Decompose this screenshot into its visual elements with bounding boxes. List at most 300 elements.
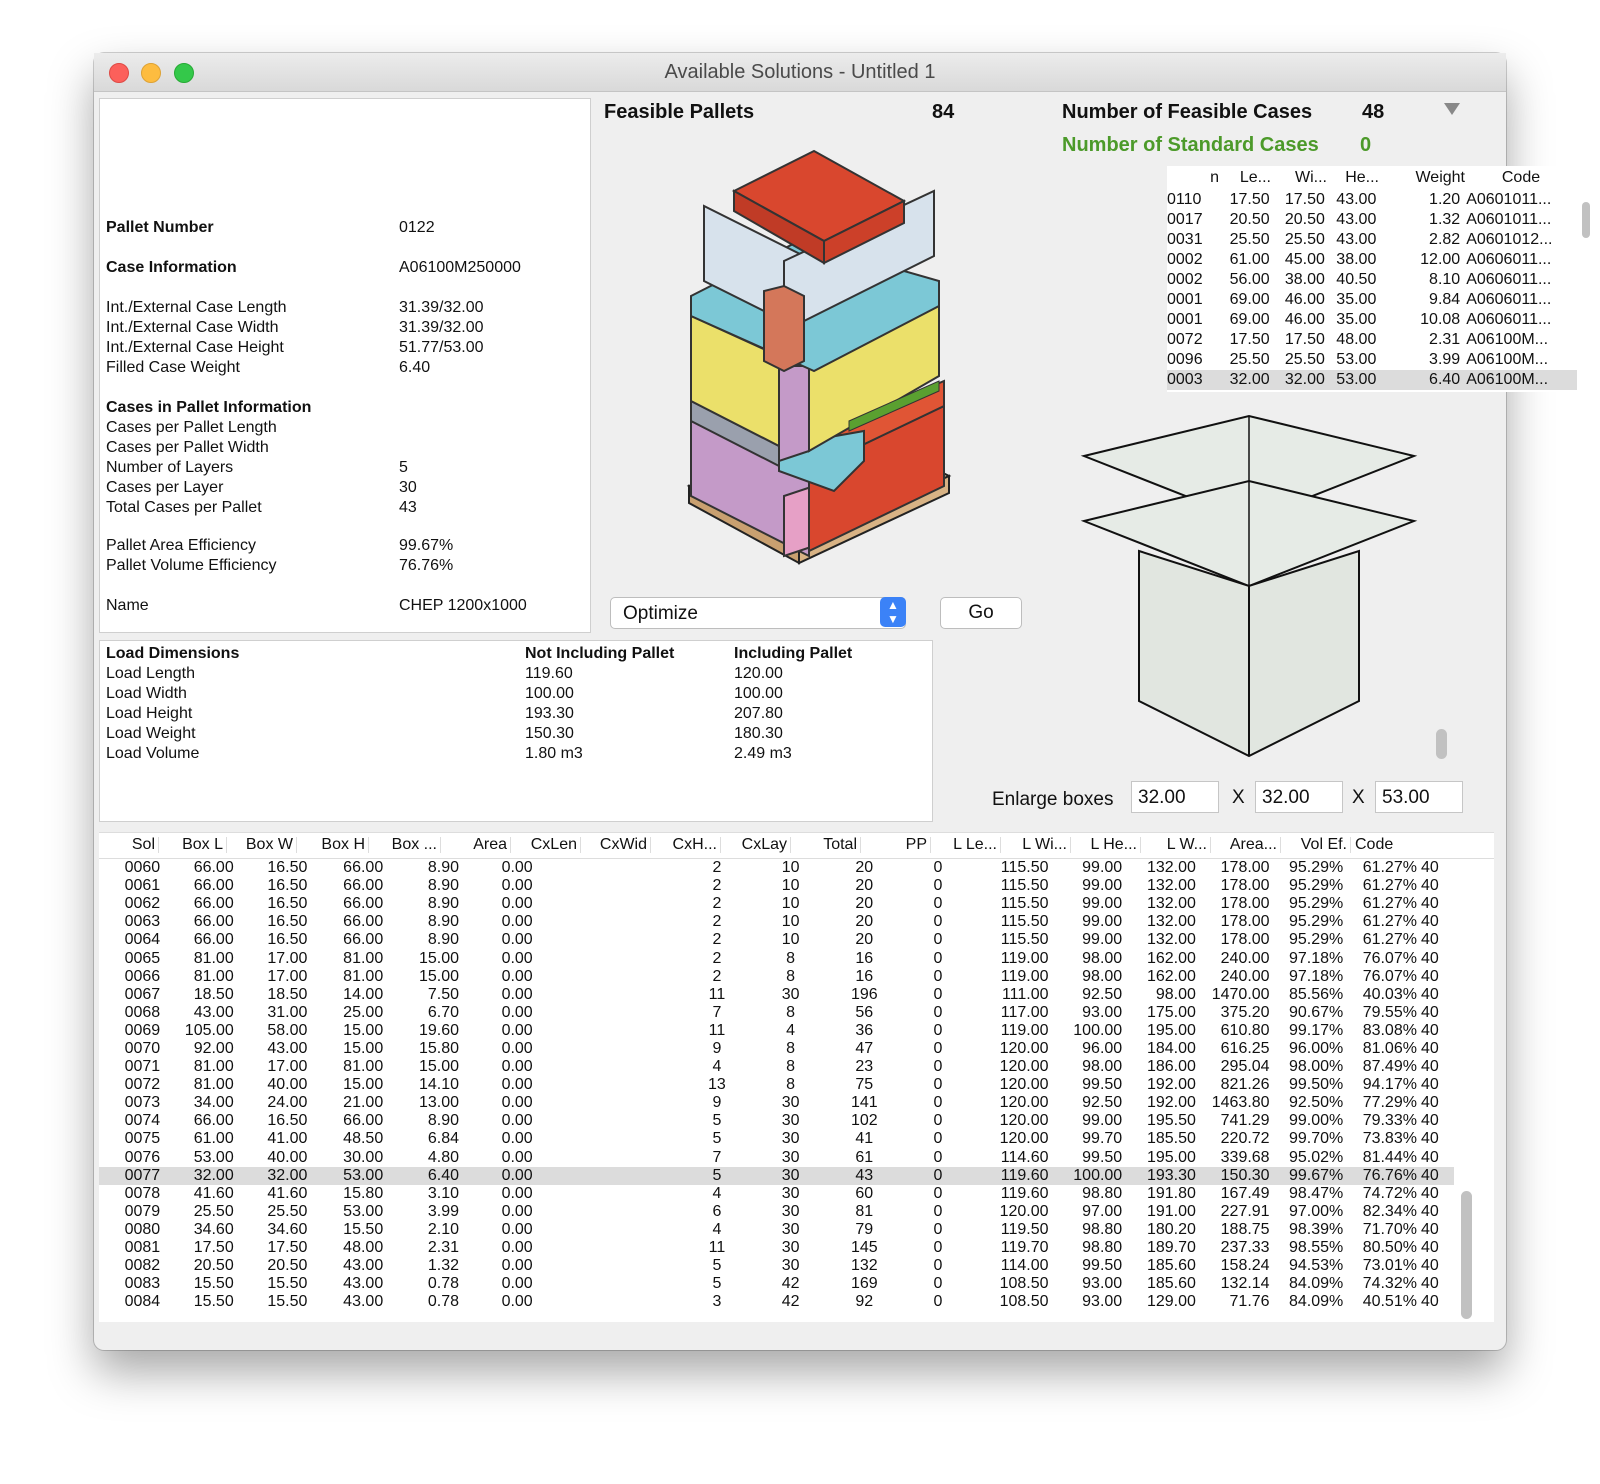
solutions-column-header[interactable]: Box H [321,836,365,853]
cases-table-cell: 0096 [1167,351,1203,368]
solutions-table-cell: 132 [850,1257,878,1275]
solutions-table-row[interactable] [99,913,1454,931]
solutions-table-cell: 66.00 [193,1112,234,1130]
solutions-table-cell: 40 [1420,1166,1439,1184]
solutions-column-header[interactable]: Total [823,836,857,853]
solutions-table-cell: 66.00 [193,859,234,877]
cases-table-cell: 48.00 [1336,331,1377,348]
solutions-table-cell: 30.00 [343,1148,384,1166]
solutions-table-cell: 186.00 [1146,1058,1196,1076]
solutions-table-cell: 31.00 [267,1003,308,1021]
solutions-table-cell: 0 [933,913,943,931]
solutions-table-row[interactable] [99,1022,1454,1040]
solutions-table-cell: 375.20 [1220,1003,1270,1021]
solutions-table-cell: 93.00 [1082,1275,1123,1293]
solutions-table-cell: 98.55% [1289,1239,1344,1257]
solutions-table-cell: 40 [1420,913,1439,931]
solutions-table-cell: 87.49% [1362,1058,1417,1076]
solutions-table-cell: 30 [781,1184,800,1202]
pallet-info-value: 99.67% [399,537,454,554]
cases-table-row[interactable] [1167,370,1577,390]
load-dims-cell: 120.00 [734,665,783,682]
solutions-table-cell: 119.00 [1000,949,1049,967]
solutions-table-cell: 98.00 [1082,1058,1123,1076]
solutions-table-cell: 61.27% [1362,895,1417,913]
solutions-column-header[interactable]: PP [905,836,927,853]
enlarge-height-input[interactable]: 53.00 [1375,781,1463,813]
solutions-column-header[interactable]: Sol [131,836,155,853]
solutions-table-cell [606,1076,680,1094]
solutions-table-row[interactable] [99,1130,1454,1148]
solutions-table-cell: 13 [708,1076,726,1094]
solutions-table-cell: 34.60 [193,1220,234,1238]
feasible-pallets-count: 84 [932,101,955,123]
cases-column-header[interactable]: Code [1501,169,1541,186]
solutions-table-cell: 40 [1420,1058,1439,1076]
cases-table-row[interactable] [1167,250,1577,270]
solutions-table-cell: 41 [855,1130,874,1148]
solutions-table-cell: 0084 [124,1293,161,1311]
solutions-table-cell: 66.00 [193,895,234,913]
cases-table-cell: 61.00 [1229,251,1270,268]
solutions-table-cell: 60 [855,1184,874,1202]
cases-column-header[interactable]: Le... [1239,169,1271,186]
solutions-scrollbar[interactable] [1461,1191,1472,1319]
cases-table-cell: 69.00 [1229,311,1270,328]
solutions-table-cell [606,1040,680,1058]
solutions-table-cell: 99.00 [1082,895,1123,913]
pallet-info-label: Total Cases per Pallet [106,499,262,516]
cases-column-header[interactable]: Wi... [1295,169,1327,186]
cases-table-cell: A0606011... [1466,311,1552,328]
solutions-table-cell [533,1130,607,1148]
enlarge-length-input[interactable]: 32.00 [1131,781,1219,813]
solutions-table-cell: 119.00 [1000,1021,1049,1039]
load-dims-header: Load Dimensions [106,645,240,662]
cases-table-cell: 43.00 [1336,211,1377,228]
solutions-table-cell [606,949,680,967]
solutions-table-cell: 76.76% [1362,1166,1417,1184]
solutions-column-header[interactable]: L W... [1166,836,1207,853]
cases-scrollbar[interactable] [1582,202,1590,238]
cases-table-cell: 32.00 [1284,371,1325,388]
column-separator [790,837,791,853]
solutions-table-row[interactable] [99,1040,1454,1058]
solutions-table-row[interactable] [99,1275,1454,1293]
solutions-table-cell: 30 [781,1239,800,1257]
solutions-table-cell: 43.00 [343,1275,384,1293]
solutions-table-cell: 16.50 [267,913,308,931]
solutions-table-row[interactable] [99,949,1454,967]
solutions-column-header[interactable]: CxH... [672,836,717,853]
solutions-table-cell: 178.00 [1220,895,1270,913]
solutions-table[interactable] [99,859,1494,1322]
solutions-table-cell: 189.70 [1146,1239,1196,1257]
solutions-table-cell: 0.00 [501,1058,533,1076]
solutions-table-cell: 66.00 [193,913,234,931]
solutions-table-cell: 95.29% [1289,895,1344,913]
solutions-column-header[interactable]: L Wi... [1022,836,1067,853]
solutions-table-cell: 0069 [124,1021,161,1039]
solutions-table-cell: 40 [1420,1239,1439,1257]
solutions-table-row[interactable] [99,1112,1454,1130]
solutions-table-cell [606,931,680,949]
solutions-table-row[interactable] [99,1094,1454,1112]
solutions-table-cell: 0.00 [501,1076,533,1094]
solutions-table-cell: 0083 [124,1275,161,1293]
solutions-table-cell: 0063 [124,913,161,931]
solutions-table-cell: 61.27% [1362,931,1417,949]
pallet-info-value: 6.40 [399,359,431,376]
cases-table-cell: 2.31 [1429,331,1461,348]
solutions-table-cell: 81.00 [193,1058,234,1076]
solutions-table-cell: 0.78 [427,1293,460,1311]
solutions-table-row[interactable] [99,1004,1454,1022]
solutions-table-row[interactable] [99,877,1454,895]
solutions-table-cell: 98.00 [1082,967,1123,985]
solutions-table-cell [533,1040,607,1058]
load-dims-cell: 180.30 [734,725,783,742]
solutions-table-cell: 99.50 [1082,1257,1123,1275]
feasible-cases-count: 48 [1362,101,1385,123]
solutions-table-cell: 97.00 [1082,1202,1123,1220]
solutions-table-cell: 58.00 [267,1021,308,1039]
load-dims-cell: 119.60 [525,665,573,682]
solutions-table-cell: 7 [712,1148,722,1166]
solutions-table-cell: 40 [1420,985,1439,1003]
solutions-table-cell: 8.90 [427,877,460,895]
load-dims-cell: 2.49 m3 [734,745,792,762]
solutions-table-cell [606,913,680,931]
solutions-table-cell: 99.17% [1289,1021,1344,1039]
solutions-table-cell: 15.00 [418,1058,460,1076]
solutions-table-cell: 178.00 [1220,859,1270,877]
solutions-table-cell: 10 [781,931,800,949]
solutions-table-cell: 8 [786,949,796,967]
solutions-table-row[interactable] [99,1293,1454,1311]
solutions-table-cell: 43 [855,1166,874,1184]
solutions-table-cell: 0.00 [501,1275,533,1293]
solutions-table-cell: 20.50 [193,1257,234,1275]
solutions-table-cell: 34.00 [193,1094,234,1112]
solutions-table-cell: 41.60 [267,1184,308,1202]
solutions-table-cell [533,1058,607,1076]
cases-table-row[interactable] [1167,190,1577,210]
pallet-info-label: Int./External Case Height [106,339,284,356]
solutions-table-row[interactable] [99,1203,1454,1221]
solutions-column-header[interactable]: Code [1355,836,1394,853]
solutions-table-cell: 97.00% [1289,1202,1344,1220]
cases-table[interactable] [1167,190,1594,392]
solutions-table-cell: 32.00 [193,1166,234,1184]
solutions-table-cell: 100.00 [1073,1021,1123,1039]
solutions-table-cell: 73.01% [1362,1257,1417,1275]
pallet-info-value: 31.39/32.00 [399,319,484,336]
solutions-table-row[interactable] [99,931,1454,949]
solutions-table-header [99,832,1494,859]
solutions-table-cell: 74.72% [1362,1184,1417,1202]
solutions-table-cell [533,1185,607,1203]
solutions-table-cell: 43.00 [267,1039,308,1057]
solutions-table-cell [606,859,680,877]
cases-table-row[interactable] [1167,330,1577,350]
pallet-info-label: Name [106,597,149,614]
pallet-info-value: CHEP 1200x1000 [399,597,527,614]
solutions-table-cell: 7 [712,1003,722,1021]
case-view-scrollbar[interactable] [1436,729,1447,759]
solutions-table-cell: 84.09% [1289,1293,1344,1311]
solutions-table-cell [533,1022,607,1040]
solutions-table-cell: 120.00 [999,1130,1049,1148]
solutions-table-cell: 0 [933,1202,943,1220]
solutions-table-cell [606,1203,680,1221]
solutions-table-cell: 66.00 [193,877,234,895]
solutions-table-cell: 162.00 [1146,949,1196,967]
solutions-table-cell: 115.50 [1000,913,1049,931]
solutions-table-cell [533,895,607,913]
solutions-table-cell: 10 [781,895,800,913]
solutions-table-cell: 40 [1420,1184,1439,1202]
solutions-column-header[interactable]: Box W [245,836,293,853]
solutions-table-row[interactable] [99,1257,1454,1275]
solutions-table-cell: 25.50 [193,1202,234,1220]
solutions-table-cell: 73.83% [1362,1130,1417,1148]
solutions-table-cell: 8 [786,967,796,985]
cases-column-header[interactable]: n [1210,169,1219,186]
solutions-table-cell: 0.00 [501,1130,533,1148]
optimize-select[interactable]: Optimize ▲ ▼ [610,597,906,629]
cases-table-row[interactable] [1167,350,1577,370]
solutions-table-cell: 5 [712,1275,722,1293]
solutions-column-header[interactable]: Box ... [391,836,437,853]
solutions-table-cell: 16.50 [267,895,308,913]
column-separator [1210,837,1211,853]
solutions-table-cell: 0074 [124,1112,161,1130]
solutions-table-cell: 43.00 [343,1257,384,1275]
column-separator [720,837,721,853]
solutions-table-cell: 40 [1420,877,1439,895]
solutions-table-cell: 30 [781,1130,800,1148]
solutions-table-cell: 9 [712,1094,722,1112]
solutions-table-cell: 66.00 [343,913,384,931]
solutions-column-header[interactable]: Vol Ef. [1300,836,1347,853]
solutions-table-cell: 119.00 [1000,967,1049,985]
solutions-table-cell: 79 [855,1220,874,1238]
solutions-table-cell: 16 [855,967,874,985]
cases-table-row[interactable] [1167,290,1577,310]
solutions-table-cell: 99.00 [1082,931,1123,949]
solutions-table-cell: 81.06% [1362,1039,1417,1057]
solutions-table-cell: 94.17% [1362,1076,1417,1094]
solutions-column-header[interactable]: CxLen [530,836,577,853]
solutions-table-row[interactable] [99,1167,1454,1185]
solutions-column-header[interactable]: L He... [1090,836,1137,853]
solutions-column-header[interactable]: L Le... [953,836,997,853]
solutions-table-cell: 43.00 [193,1003,234,1021]
solutions-table-cell: 99.70 [1082,1130,1123,1148]
cases-table-cell: 0072 [1167,331,1203,348]
column-separator [296,837,297,853]
solutions-table-cell: 0 [933,895,943,913]
solutions-table-cell: 97.18% [1289,967,1344,985]
solutions-table-cell: 115.50 [1000,931,1049,949]
solutions-table-cell: 20.50 [267,1257,308,1275]
load-dims-cell: 100.00 [734,685,783,702]
solutions-column-header[interactable]: CxWid [599,836,647,853]
triangle-down-icon[interactable] [1444,103,1460,115]
solutions-table-cell: 17.50 [267,1239,308,1257]
solutions-table-cell [533,913,607,931]
solutions-table-row[interactable] [99,859,1454,877]
solutions-table-cell: 0 [933,1257,943,1275]
solutions-table-cell: 0 [933,1275,943,1293]
go-button[interactable]: Go [940,597,1022,629]
solutions-table-cell: 40 [1420,859,1439,877]
solutions-table-cell: 2 [712,859,722,877]
solutions-table-cell: 610.80 [1220,1021,1270,1039]
cases-table-row[interactable] [1167,270,1577,290]
solutions-table-cell: 0 [933,1166,943,1184]
solutions-table-cell [533,1221,607,1239]
solutions-table-row[interactable] [99,895,1454,913]
solutions-table-cell: 115.50 [1000,859,1049,877]
solutions-table-cell: 92.00 [193,1039,234,1057]
pallet-info-label: Int./External Case Width [106,319,279,336]
solutions-table-cell: 0.00 [501,931,533,949]
feasible-pallets-label: Feasible Pallets [604,101,755,123]
solutions-table-cell: 2 [712,913,722,931]
solutions-table-cell: 0078 [124,1184,161,1202]
solutions-table-cell: 56 [855,1003,874,1021]
solutions-table-cell: 71.76 [1229,1293,1270,1311]
solutions-table-cell: 0 [933,1039,943,1057]
solutions-table-row[interactable] [99,1058,1454,1076]
solutions-table-cell: 185.50 [1146,1130,1196,1148]
enlarge-width-input[interactable]: 32.00 [1255,781,1343,813]
solutions-table-cell: 40.03% [1362,985,1417,1003]
title-bar [94,53,1506,92]
solutions-table-cell: 48.50 [343,1130,384,1148]
solutions-table-cell: 92.50% [1289,1094,1344,1112]
solutions-table-cell: 82.34% [1362,1202,1417,1220]
solutions-table-cell: 129.00 [1146,1293,1196,1311]
solutions-table-cell: 120.00 [999,1076,1049,1094]
solutions-column-header[interactable]: Area... [1229,836,1277,853]
cases-table-row[interactable] [1167,310,1577,330]
solutions-table-cell: 92.50 [1082,985,1123,1003]
cases-table-row[interactable] [1167,230,1577,250]
solutions-table-cell: 61.27% [1362,877,1417,895]
solutions-table-row[interactable] [99,968,1454,986]
solutions-table-row[interactable] [99,1149,1454,1167]
solutions-table-cell: 195.50 [1146,1112,1196,1130]
solutions-table-cell: 8.90 [427,913,460,931]
solutions-table-cell: 14.00 [343,985,384,1003]
solutions-table-cell: 1470.00 [1211,985,1270,1003]
solutions-table-cell [533,877,607,895]
solutions-table-cell: 15.50 [193,1293,234,1311]
solutions-table-row[interactable] [99,986,1454,1004]
solutions-table-cell: 191.80 [1146,1184,1196,1202]
solutions-table-cell [533,859,607,877]
cases-table-cell: 35.00 [1336,311,1377,328]
solutions-column-header[interactable]: Area [473,836,507,853]
cases-table-cell: 32.00 [1229,371,1270,388]
pallet-info-label: Int./External Case Length [106,299,287,316]
solutions-table-cell [606,1293,680,1311]
solutions-table-cell: 96.00 [1082,1039,1123,1057]
solutions-table-cell: 99.50 [1082,1076,1123,1094]
solutions-table-cell: 120.00 [999,1202,1049,1220]
solutions-table-cell: 0.00 [501,877,533,895]
solutions-table-cell: 25.00 [343,1003,384,1021]
solutions-table-cell: 132.00 [1146,931,1196,949]
solutions-table-cell: 195.00 [1146,1021,1196,1039]
solutions-column-header[interactable]: CxLay [741,836,787,853]
solutions-column-header[interactable]: Box L [182,836,223,853]
solutions-table-cell: 48.00 [343,1239,384,1257]
pallet-info-value: 76.76% [399,557,454,574]
solutions-table-cell: 1.32 [427,1257,460,1275]
cases-table-cell: A06100M... [1466,371,1549,388]
solutions-table-cell: 0 [933,1076,943,1094]
solutions-table-row[interactable] [99,1185,1454,1203]
solutions-table-cell: 99.00 [1082,859,1123,877]
cases-table-cell: 0001 [1167,311,1203,328]
pallet-info-label: Case Information [106,259,237,276]
solutions-table-cell: 0.00 [501,1039,533,1057]
cases-table-row[interactable] [1167,210,1577,230]
solutions-table-cell: 76.07% [1362,967,1417,985]
solutions-table-cell: 2 [712,877,722,895]
solutions-table-cell: 102 [850,1112,878,1130]
solutions-table-cell: 0 [933,1058,943,1076]
solutions-table-cell: 0.00 [501,859,533,877]
solutions-table-row[interactable] [99,1076,1454,1094]
solutions-table-cell: 0 [933,967,943,985]
x-separator-1: X [1232,787,1245,808]
solutions-table-cell: 98.00% [1289,1058,1344,1076]
solutions-table-row[interactable] [99,1221,1454,1239]
solutions-table-cell: 15.00 [343,1076,384,1094]
solutions-table-row[interactable] [99,1239,1454,1257]
solutions-table-cell: 16.50 [267,877,308,895]
solutions-table-cell [533,1076,607,1094]
cases-table-cell: 53.00 [1336,371,1377,388]
solutions-table-cell: 53.00 [193,1148,234,1166]
column-separator [368,837,369,853]
load-dims-cell: Load Height [106,705,193,722]
cases-column-header[interactable]: Weight [1415,169,1465,186]
solutions-table-cell: 40 [1420,895,1439,913]
solutions-table-cell: 178.00 [1220,931,1270,949]
cases-column-header[interactable]: He... [1345,169,1379,186]
solutions-table-cell: 15.00 [343,1021,384,1039]
solutions-table-cell: 0064 [124,931,161,949]
column-separator [226,837,227,853]
solutions-table-cell: 120.00 [999,1112,1049,1130]
solutions-table-cell: 8.90 [427,859,460,877]
solutions-table-cell: 11 [708,1239,726,1257]
column-separator [510,837,511,853]
solutions-table-cell: 4.80 [427,1148,460,1166]
solutions-table-cell [533,1203,607,1221]
solutions-table-cell: 8.90 [427,931,460,949]
solutions-table-cell: 24.00 [267,1094,308,1112]
solutions-table-cell: 119.50 [1000,1220,1049,1238]
solutions-table-cell: 111.00 [1001,985,1049,1003]
solutions-table-cell: 5 [712,1130,722,1148]
